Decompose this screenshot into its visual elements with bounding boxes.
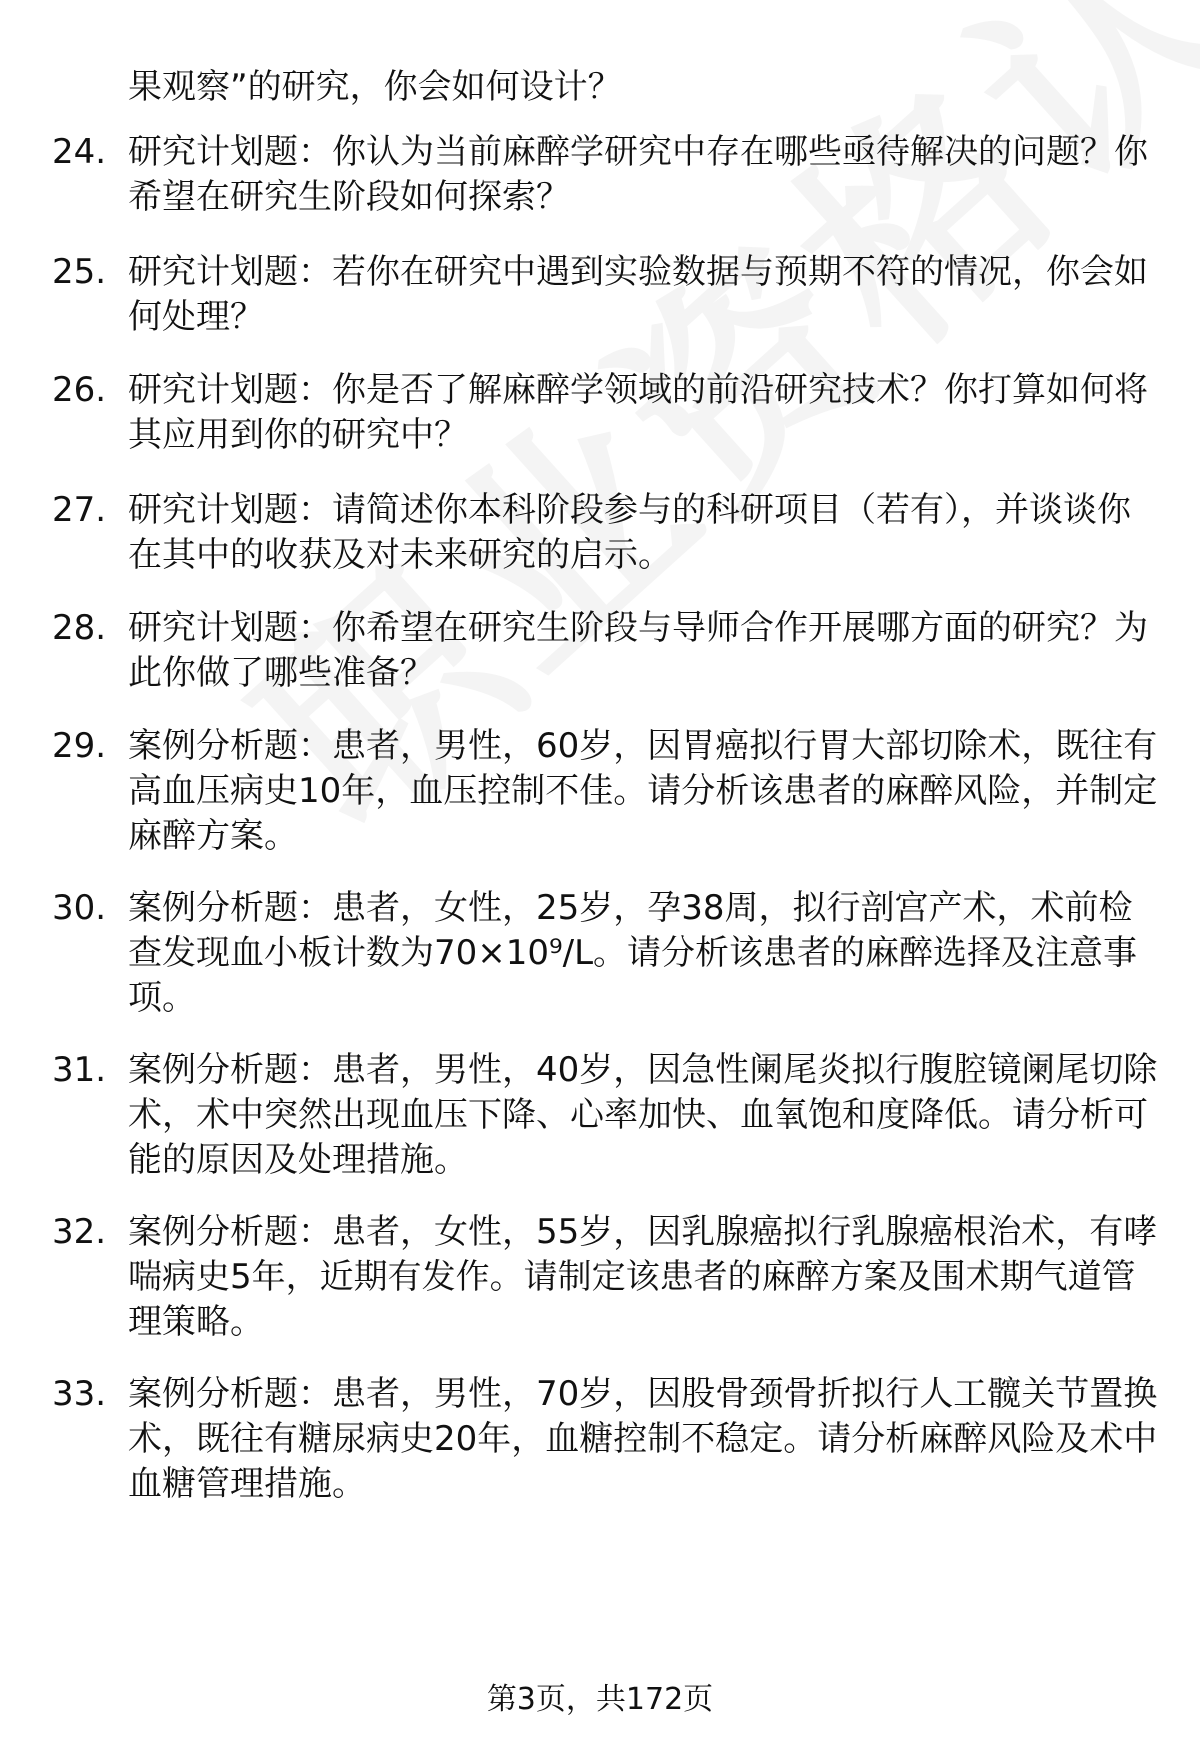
question-number: 28. bbox=[52, 608, 107, 648]
question-number: 25. bbox=[52, 252, 107, 292]
question-text: 案例分析题：患者，男性，70岁，因股骨颈骨折拟行人工髋关节置换术，既往有糖尿病史20年，血糖控制不稳定。请分析麻醉风险及术中血糖管理措施。 bbox=[128, 1374, 1158, 1504]
question-number: 29. bbox=[52, 726, 107, 766]
question-text: 研究计划题：你是否了解麻醉学领域的前沿研究技术？你打算如何将其应用到你的研究中？ bbox=[128, 370, 1148, 455]
question-number: 30. bbox=[52, 888, 107, 928]
question-text: 案例分析题：患者，女性，55岁，因乳腺癌拟行乳腺癌根治术，有哮喘病史5年，近期有发作。请制定该患者的麻醉方案及围术期气道管理策略。 bbox=[128, 1212, 1158, 1342]
question-number: 26. bbox=[52, 370, 107, 410]
question-number: 33. bbox=[52, 1374, 107, 1414]
question-text: 案例分析题：患者，男性，40岁，因急性阑尾炎拟行腹腔镜阑尾切除术，术中突然出现血压下降、心率加快、血氧饱和度降低。请分析可能的原因及处理措施。 bbox=[128, 1050, 1158, 1180]
question-text: 研究计划题：若你在研究中遇到实验数据与预期不符的情况，你会如何处理？ bbox=[128, 252, 1148, 337]
question-text: 案例分析题：患者，女性，25岁，孕38周，拟行剖宫产术，术前检查发现血小板计数为70×10⁹/L。请分析该患者的麻醉选择及注意事项。 bbox=[128, 888, 1138, 1018]
question-text: 案例分析题：患者，男性，60岁，因胃癌拟行胃大部切除术，既往有高血压病史10年，血压控制不佳。请分析该患者的麻醉风险，并制定麻醉方案。 bbox=[128, 726, 1158, 856]
continuation-line: 果观察”的研究，你会如何设计？ bbox=[128, 67, 622, 107]
question-text: 研究计划题：你希望在研究生阶段与导师合作开展哪方面的研究？为此你做了哪些准备？ bbox=[128, 608, 1148, 693]
question-number: 32. bbox=[52, 1212, 107, 1252]
question-number: 31. bbox=[52, 1050, 107, 1090]
question-text: 研究计划题：请简述你本科阶段参与的科研项目（若有），并谈谈你在其中的收获及对未来研究的启示。 bbox=[128, 490, 1131, 575]
page-footer: 第3页，共172页 bbox=[486, 1682, 714, 1717]
question-number: 27. bbox=[52, 490, 107, 530]
question-number: 24. bbox=[52, 132, 107, 172]
question-text: 研究计划题：你认为当前麻醉学研究中存在哪些亟待解决的问题？你希望在研究生阶段如何探索？ bbox=[128, 132, 1148, 217]
